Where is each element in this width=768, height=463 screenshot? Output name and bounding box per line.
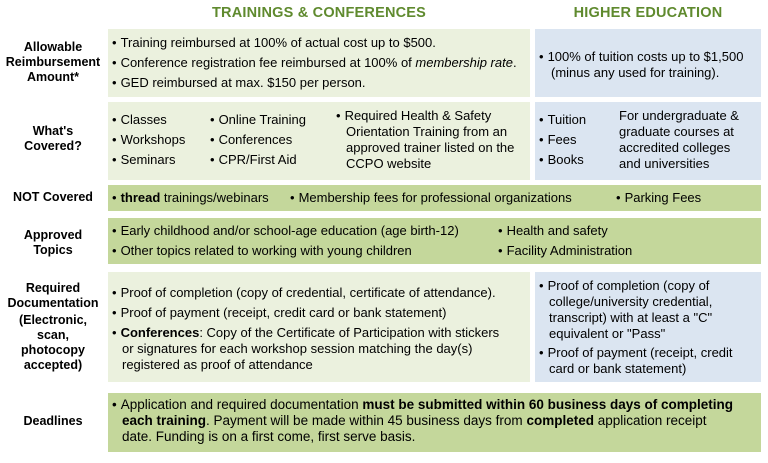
doc-higher-completion-l4: equivalent or "Pass" [549, 326, 666, 341]
covered-higher-tuition: • Tuition [539, 112, 586, 128]
covered-item-classes: • Classes [112, 112, 167, 128]
allowable-ged-item: • GED reimbursed at max. $150 per person. [112, 75, 366, 91]
not-covered-item-thread: • thread trainings/webinars [112, 190, 269, 206]
doc-higher-payment-l2: card or bank statement) [549, 361, 687, 376]
row-label-covered: What's Covered? [24, 124, 82, 153]
deadlines-line-3: date. Funding is on a first come, first serve basis. [122, 429, 416, 444]
topic-health-safety: • Health and safety [498, 223, 608, 239]
covered-item-seminars: • Seminars [112, 152, 175, 168]
covered-item-health-safety-l4: CCPO website [346, 156, 432, 171]
covered-higher-fees: • Fees [539, 132, 576, 148]
allowable-training-item: • Training reimbursed at 100% of actual cost up to $500. [112, 35, 436, 51]
covered-higher-text-l3: accredited colleges [619, 140, 731, 155]
topic-facility-admin: • Facility Administration [498, 243, 632, 259]
deadlines-cell [108, 393, 761, 452]
topics-cell [108, 218, 761, 264]
doc-conferences-l3: registered as proof of attendance [122, 357, 313, 372]
not-covered-item-parking: • Parking Fees [616, 190, 701, 206]
allowable-conference-item: • Conference registration fee reimbursed at 100% of membership rate. [112, 55, 517, 71]
doc-higher-completion-l2: college/university credential, [549, 294, 713, 309]
covered-item-online-training: • Online Training [210, 112, 306, 128]
covered-item-workshops: • Workshops [112, 132, 185, 148]
topic-young-children: • Other topics related to working with young children [112, 243, 412, 259]
row-label-deadlines: Deadlines [23, 414, 83, 428]
not-covered-cell [108, 185, 761, 211]
covered-trainings-cell [108, 102, 530, 180]
doc-proof-completion: • Proof of completion (copy of credential, certificate of attendance). [112, 285, 496, 301]
not-covered-item-membership: • Membership fees for professional organizations [290, 190, 572, 206]
covered-higher-ed-cell [535, 102, 761, 180]
covered-higher-books: • Books [539, 152, 584, 168]
covered-higher-text-l4: and universities [619, 156, 710, 171]
header-higher-education: HIGHER EDUCATION [573, 5, 723, 21]
documentation-trainings-cell [108, 272, 530, 382]
doc-conferences-l2: or signatures for each workshop session matching the day(s) [122, 341, 473, 356]
row-label-allowable: Allowable Reimbursement Amount* [5, 40, 101, 84]
deadlines-line-1: • Application and required documentation must be submitted within 60 business days of completing [112, 397, 733, 413]
doc-conferences: • Conferences: Copy of the Certificate of Participation with stickers [112, 325, 499, 341]
covered-item-conferences: • Conferences [210, 132, 292, 148]
documentation-higher-ed-cell [535, 272, 761, 382]
row-label-topics: Approved Topics [23, 228, 83, 257]
allowable-tuition-item: • 100% of tuition costs up to $1,500 [539, 49, 743, 65]
allowable-trainings-cell [108, 29, 530, 97]
topic-early-childhood: • Early childhood and/or school-age education (age birth-12) [112, 223, 459, 239]
row-label-not-covered: NOT Covered [13, 190, 93, 204]
covered-item-health-safety-l2: Orientation Training from an [346, 124, 508, 139]
row-label-documentation: Required Documentation (Electronic, scan, photocopy accepted) [7, 281, 99, 372]
doc-proof-payment: • Proof of payment (receipt, credit card or bank statement) [112, 305, 446, 321]
allowable-higher-ed-cell [535, 29, 761, 97]
allowable-tuition-note: (minus any used for training). [551, 65, 720, 80]
covered-item-health-safety: • Required Health & Safety [336, 108, 491, 124]
covered-item-health-safety-l3: approved trainer listed on the [346, 140, 515, 155]
covered-higher-text-l2: graduate courses at [619, 124, 734, 139]
covered-higher-text-l1: For undergraduate & [619, 108, 739, 123]
header-trainings: TRAININGS & CONFERENCES [211, 5, 427, 21]
doc-higher-completion: • Proof of completion (copy of [539, 278, 709, 294]
doc-higher-payment: • Proof of payment (receipt, credit [539, 345, 733, 361]
deadlines-line-2: each training. Payment will be made within 45 business days from completed application receipt [122, 413, 707, 428]
covered-item-cpr: • CPR/First Aid [210, 152, 297, 168]
doc-higher-completion-l3: transcript) with at least a "C" [549, 310, 713, 325]
